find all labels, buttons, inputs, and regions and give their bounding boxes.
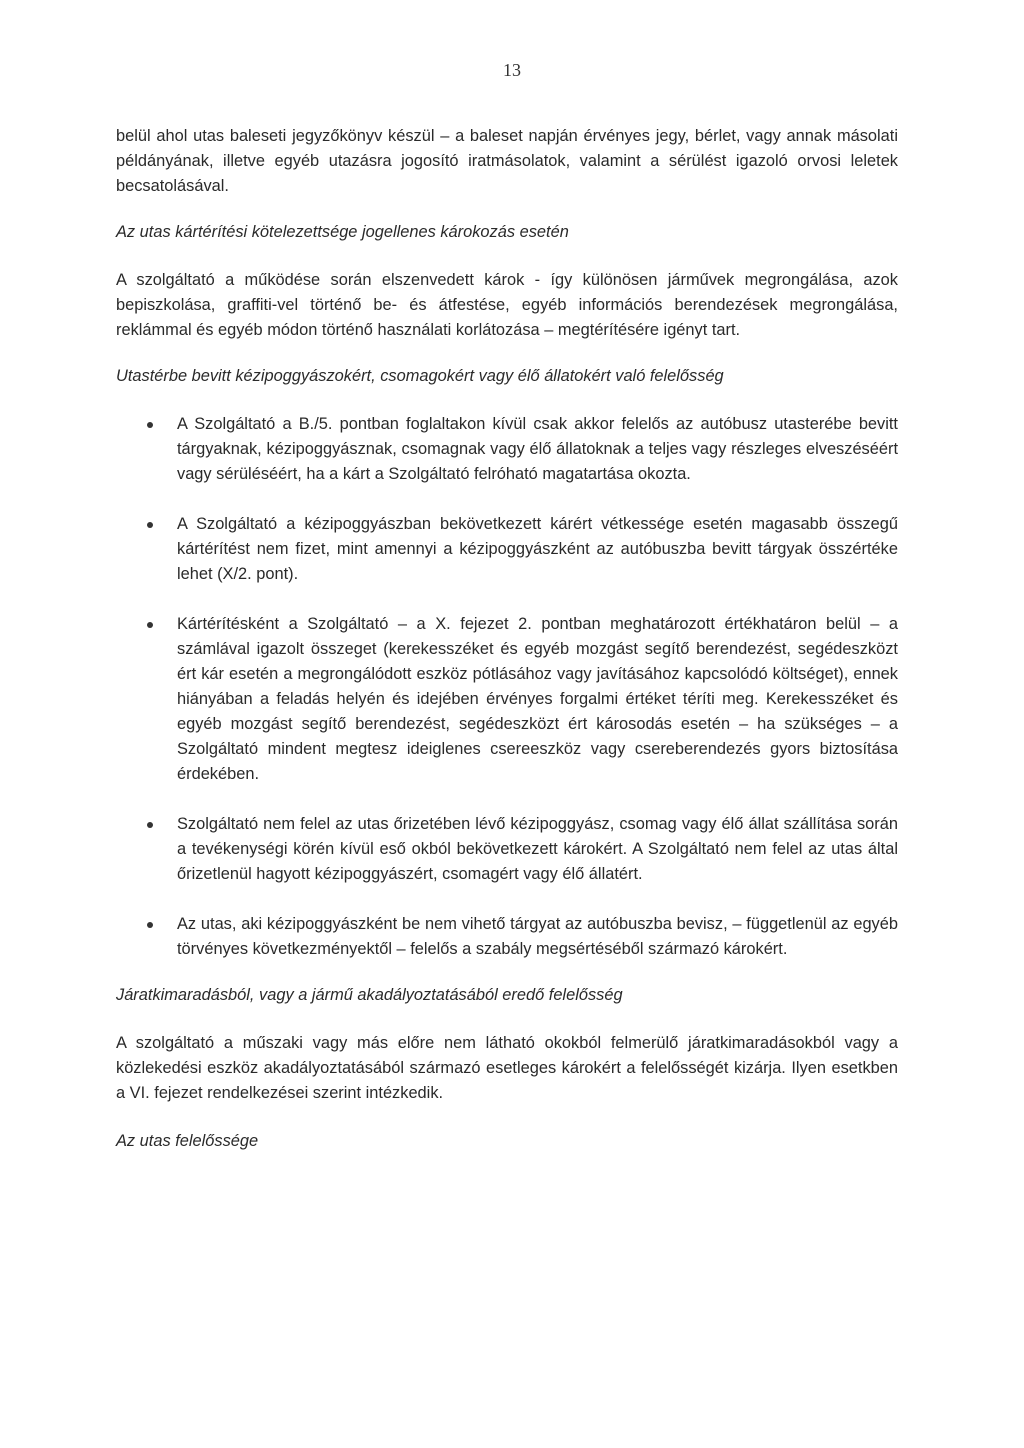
list-item-text: A Szolgáltató a kézipoggyászban bekövetkezett kárért vétkessége esetén magasabb összegű kártérítést nem fizet, mint amennyi a kézipoggyászként az autóbuszba bevitt tárgyak összértéke lehet (X/2. pont). (177, 515, 898, 583)
list-item (116, 912, 898, 962)
bullet-icon (147, 922, 153, 928)
intro-paragraph: belül ahol utas baleseti jegyzőkönyv készül – a baleset napján érvényes jegy, bérlet, vagy annak másolati példányának, illetve egyéb utazásra jogosító iratmásolatok, valamint a sérülést igazoló orvosi leletek becsatolásával. (116, 127, 898, 195)
list-item-text: Szolgáltató nem felel az utas őrizetében lévő kézipoggyász, csomag vagy élő állat szállítása során a tevékenységi körén kívül eső okból bekövetkezett károkért. A Szolgáltató nem felel az utas által őrizetlenül hagyott kézipoggyászért, csomagért vagy élő állatért. (177, 815, 898, 883)
section-heading-passenger-liability: Az utas felelőssége (116, 1132, 259, 1150)
list-item-text: A Szolgáltató a B./5. pontban foglaltakon kívül csak akkor felelős az autóbusz utasterébe bevitt tárgyaknak, kézipoggyásznak, csomagnak vagy élő állatoknak a teljes vagy részleges elveszéséért vagy sérüléséért, ha a kárt a Szolgáltató felróható magatartása okozta. (177, 415, 898, 483)
list-item (116, 612, 898, 787)
document-body (116, 124, 898, 1154)
list-item-text: Az utas, aki kézipoggyászként be nem vihető tárgyat az autóbuszba bevisz, – függetlenül az egyéb törvényes következményektől – felelős a szabály megsértéséből származó károkért. (177, 915, 898, 958)
bullet-icon (147, 522, 153, 528)
section-heading-damages: Az utas kártérítési kötelezettsége jogellenes károkozás esetén (116, 223, 569, 241)
damages-paragraph: A szolgáltató a működése során elszenvedett károk - így különösen járművek megrongálása, azok bepiszkolása, graffiti-vel történő be- és átfestése, egyéb információs berendezések megrongálása, reklámmal és egyéb módon történő használati korlátozása – megtérítésére igényt tart. (116, 271, 898, 339)
bullet-icon (147, 622, 153, 628)
list-item (116, 412, 898, 487)
luggage-bullet-list (116, 412, 898, 962)
bullet-icon (147, 422, 153, 428)
bullet-icon (147, 822, 153, 828)
page-number: 13 (503, 60, 521, 80)
list-item-text: Kártérítésként a Szolgáltató – a X. fejezet 2. pontban meghatározott értékhatáron belül – a számlával igazolt összeget (kerekesszéket és egyéb mozgást segítő berendezést, segédeszközt ért kár esetén a megrongálódott eszköz pótlásához vagy javításához kapcsolódó költséget), ennek hiányában a feladás helyén és idejében érvényes forgalmi értéket téríti meg. Kerekesszéket és egyéb mozgást segítő berendezést, segédeszközt ért károsodás esetén – ha szükséges – a Szolgáltató mindent megtesz ideiglenes csereeszköz vagy csereberendezés gyors biztosítása érdekében. (177, 615, 898, 783)
cancellation-paragraph: A szolgáltató a műszaki vagy más előre nem látható okokból felmerülő járatkimaradásokból vagy a közlekedési eszköz akadályoztatásából származó esetleges károkért a felelősségét kizárja. Ilyen esetkben a VI. fejezet rendelkezései szerint intézkedik. (116, 1034, 898, 1102)
list-item (116, 812, 898, 887)
section-heading-cancellation: Járatkimaradásból, vagy a jármű akadályoztatásából eredő felelősség (116, 986, 623, 1004)
list-item (116, 512, 898, 587)
section-heading-luggage: Utastérbe bevitt kézipoggyászokért, csomagokért vagy élő állatokért való felelősség (116, 367, 724, 385)
